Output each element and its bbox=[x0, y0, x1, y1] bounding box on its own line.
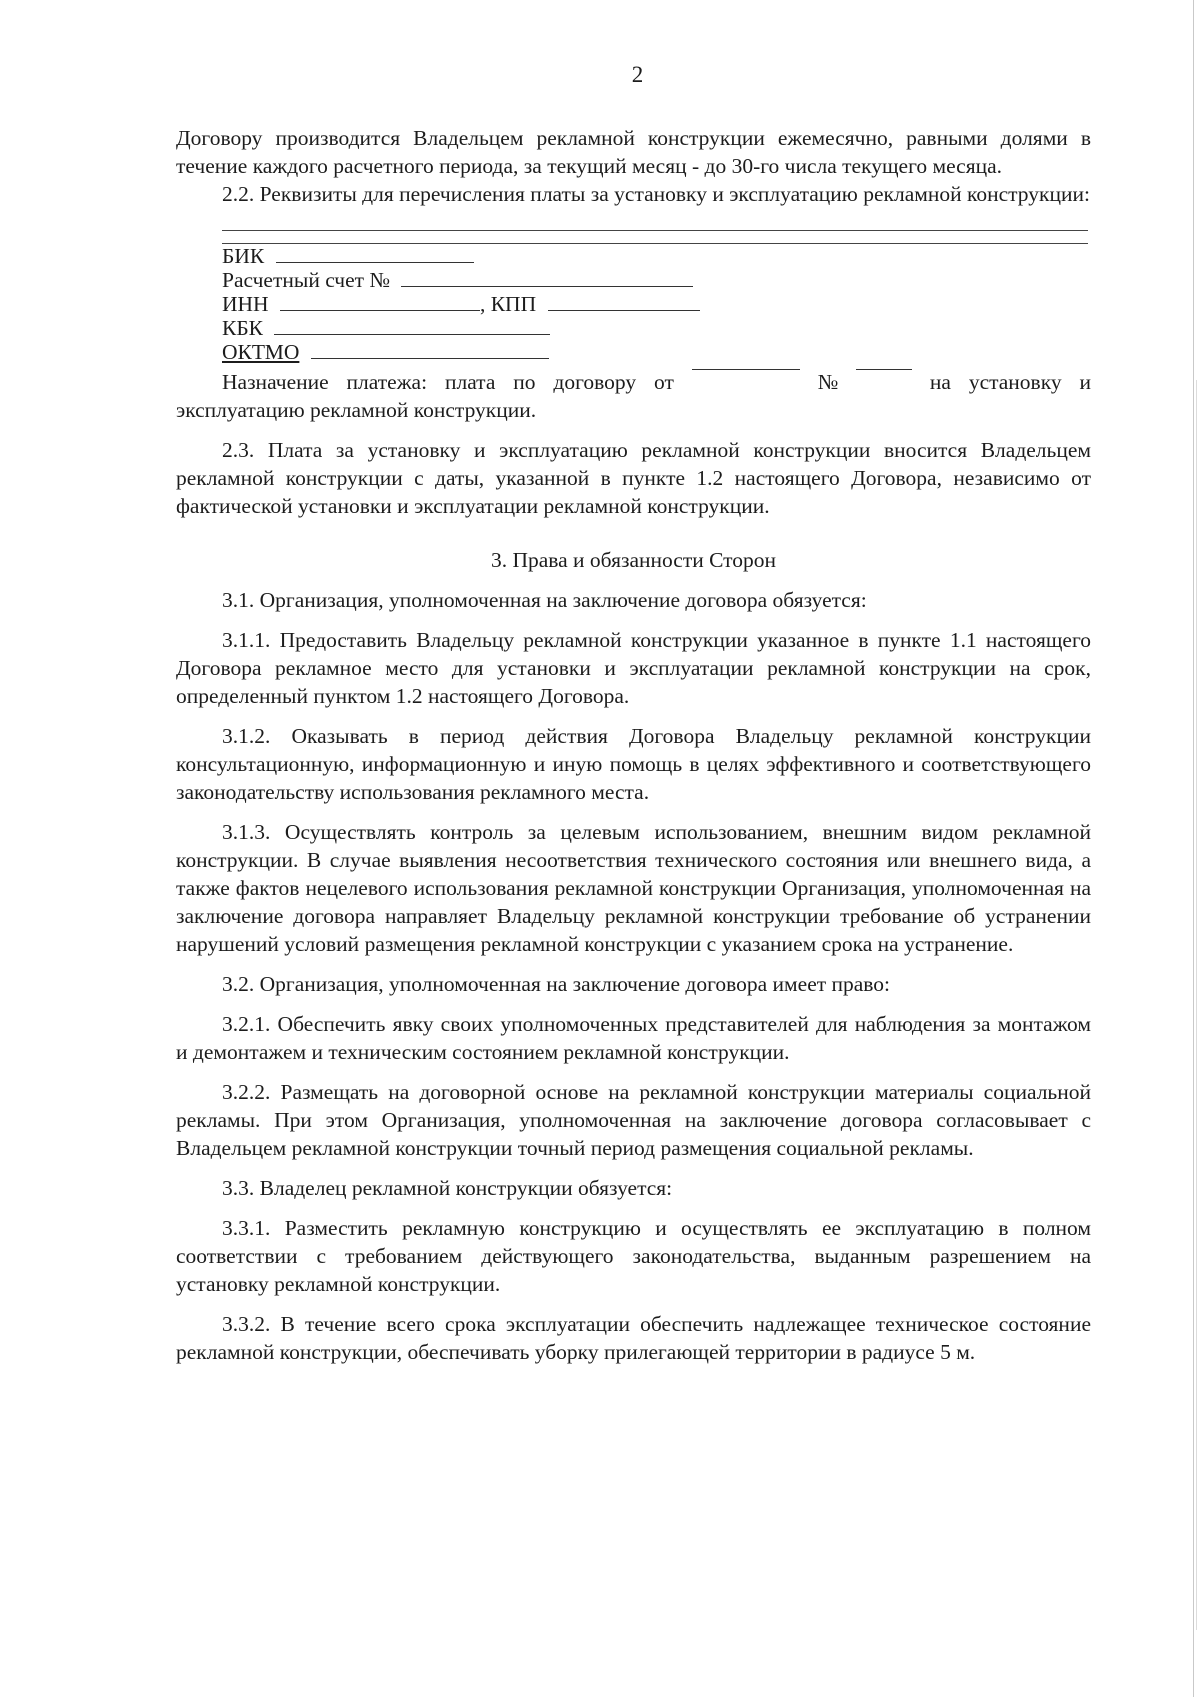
document-body bbox=[176, 124, 1091, 1366]
kpp-blank bbox=[548, 309, 700, 311]
inn-kpp-row bbox=[222, 292, 1091, 316]
paragraph-2-3: 2.3. Плата за установку и эксплуатацию рекламной конструкции вносится Владельцем рекламной конструкции с даты, указанной в пункте 1.2 настоящего Договора, независимо от фактической установки и эксплуатации рекламной конструкции. bbox=[176, 438, 1091, 518]
purpose-word: на bbox=[929, 370, 951, 394]
kbk-row bbox=[222, 316, 1091, 340]
kpp-label: , КПП bbox=[479, 292, 537, 316]
scan-edge-line bbox=[1196, 380, 1197, 1630]
inn-label: ИНН bbox=[222, 292, 269, 316]
purpose-word: Назначение bbox=[222, 370, 329, 394]
scan-edge-line bbox=[1193, 0, 1194, 1697]
account-row bbox=[222, 268, 1091, 292]
paragraph-3-3-1: 3.3.1. Разместить рекламную конструкцию и осуществлять ее эксплуатацию в полном соответствии с требованием действующего законодательства, выданным разрешением на установку рекламной конструкции. bbox=[176, 1216, 1091, 1296]
paragraph-3-2-1: 3.2.1. Обеспечить явку своих уполномоченных представителей для наблюдения за монтажом и демонтажем и техническим состоянием рекламной конструкции. bbox=[176, 1012, 1091, 1064]
purpose-word: платежа: bbox=[346, 370, 428, 394]
bik-blank bbox=[276, 261, 474, 263]
bik-row bbox=[222, 244, 1091, 268]
purpose-word: договору bbox=[553, 370, 637, 394]
payment-purpose-continuation: эксплуатацию рекламной конструкции. bbox=[176, 398, 537, 422]
payment-purpose-line bbox=[222, 368, 1091, 396]
oktmo-label: ОКТМО bbox=[222, 340, 300, 364]
paragraph-2-2: 2.2. Реквизиты для перечисления платы за установку и эксплуатацию рекламной конструкции: bbox=[222, 182, 1090, 206]
page-number: 2 bbox=[631, 62, 644, 87]
contract-date-blank bbox=[692, 368, 800, 370]
requisites-block bbox=[222, 244, 1091, 364]
bik-label: БИК bbox=[222, 244, 265, 268]
paragraph-3-2-2: 3.2.2. Размещать на договорной основе на рекламной конструкции материалы социальной рекламы. При этом Организация, уполномоченная на заключение договора согласовывает с Владельцем рекламной конструкции точный период размещения социальной рекламы. bbox=[176, 1080, 1091, 1160]
purpose-word: установку bbox=[968, 370, 1062, 394]
inn-blank bbox=[280, 309, 480, 311]
paragraph-3-3: 3.3. Владелец рекламной конструкции обязуется: bbox=[222, 1176, 673, 1200]
purpose-word: по bbox=[513, 370, 536, 394]
paragraph-3-1-2: 3.1.2. Оказывать в период действия Договора Владельцу рекламной конструкции консультационную, информационную и иную помощь в целях эффективного и соответствующего законодательству использования рекламного места. bbox=[176, 724, 1091, 804]
oktmo-row bbox=[222, 340, 1091, 364]
contract-number-blank bbox=[856, 368, 912, 370]
purpose-word: № bbox=[817, 370, 839, 394]
blank-lines bbox=[222, 218, 1088, 244]
account-label: Расчетный счет № bbox=[222, 268, 390, 292]
purpose-word: плата bbox=[444, 370, 496, 394]
purpose-word: и bbox=[1079, 370, 1091, 394]
paragraph-3-2: 3.2. Организация, уполномоченная на заключение договора имеет право: bbox=[222, 972, 891, 996]
purpose-word: от bbox=[653, 370, 674, 394]
blank-line bbox=[222, 231, 1088, 244]
paragraph-3-1-3: 3.1.3. Осуществлять контроль за целевым использованием, внешним видом рекламной конструкции. В случае выявления несоответствия технического состояния или внешнего вида, а также фактов нецелевого использования рекламной конструкции Организация, уполномоченная на заключение договора направляет Владельцу рекламной конструкции требование об устранении нарушений условий размещения рекламной конструкции с указанием срока на устранение. bbox=[176, 820, 1091, 956]
section-3-title: 3. Права и обязанности Сторон bbox=[490, 548, 777, 572]
paragraph-continuation: Договору производится Владельцем рекламной конструкции ежемесячно, равными долями в течение каждого расчетного периода, за текущий месяц - до 30-го числа текущего месяца. bbox=[176, 126, 1091, 178]
account-blank bbox=[401, 285, 693, 287]
paragraph-3-1-1: 3.1.1. Предоставить Владельцу рекламной конструкции указанное в пункте 1.1 настоящего Договора рекламное место для установки и эксплуатации рекламной конструкции на срок, определенный пунктом 1.2 настоящего Договора. bbox=[176, 628, 1091, 708]
blank-line bbox=[222, 218, 1088, 231]
paragraph-3-3-2: 3.3.2. В течение всего срока эксплуатации обеспечить надлежащее техническое состояние рекламной конструкции, обеспечивать уборку прилегающей территории в радиусе 5 м. bbox=[176, 1312, 1091, 1364]
paragraph-3-1: 3.1. Организация, уполномоченная на заключение договора обязуется: bbox=[222, 588, 867, 612]
oktmo-blank bbox=[311, 357, 549, 359]
kbk-label: КБК bbox=[222, 316, 264, 340]
kbk-blank bbox=[274, 333, 550, 335]
